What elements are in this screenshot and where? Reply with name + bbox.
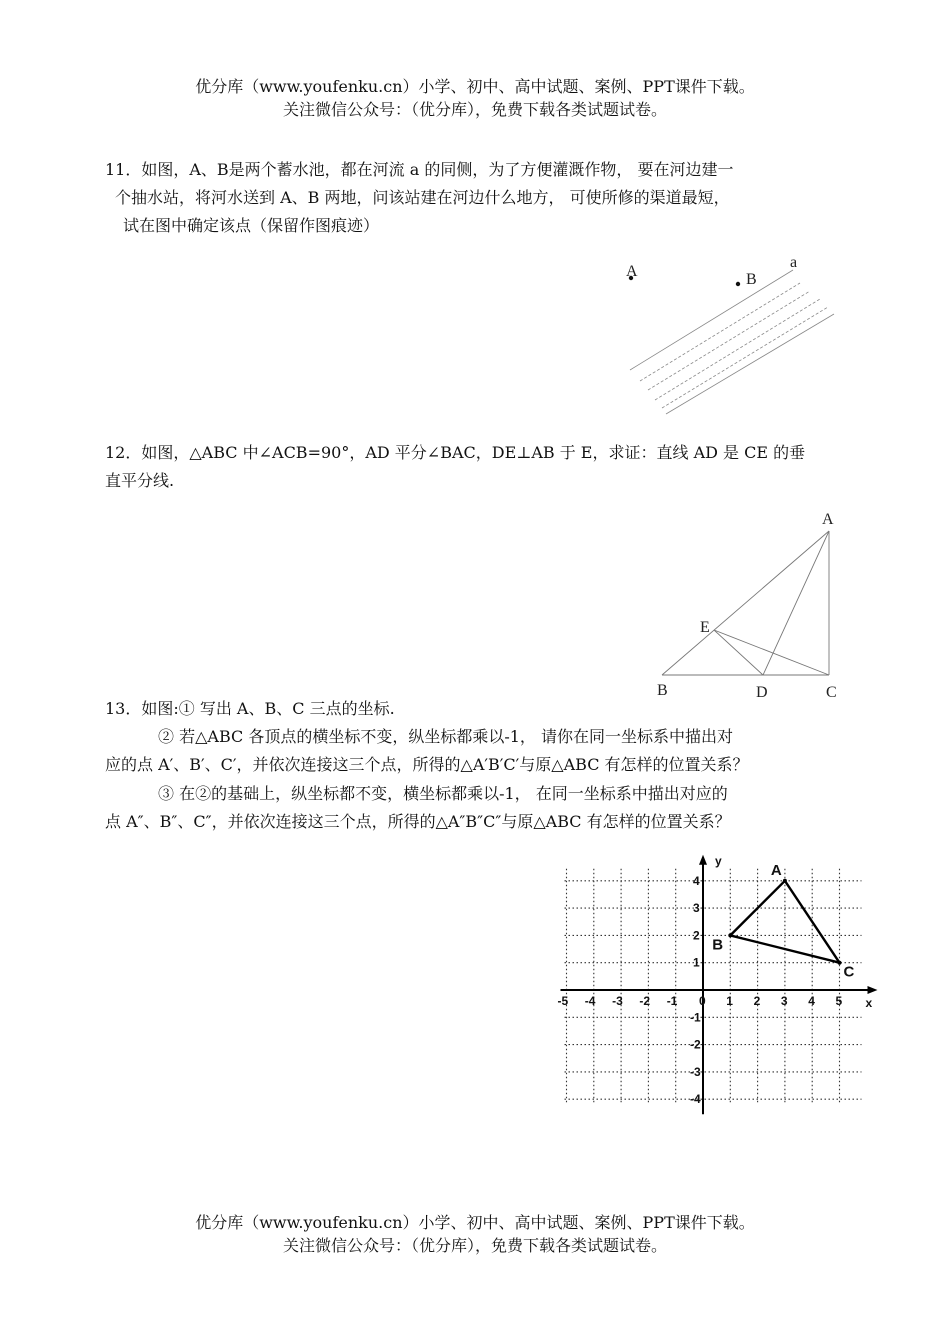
q13-line-1: 13．如图:① 写出 A、B、C 三点的坐标. xyxy=(105,699,395,718)
grid-lines xyxy=(565,869,862,1107)
y-tick-label: -3 xyxy=(690,1064,701,1079)
vertex-c-label: C xyxy=(826,684,837,701)
x-tick-label: -5 xyxy=(557,994,569,1008)
vertex-d-label: D xyxy=(756,684,768,701)
x-tick-label: 0 xyxy=(699,994,706,1008)
y-axis-label: y xyxy=(715,853,722,868)
q11-line-1: 11．如图，A、B是两个蓄水池，都在河流 a 的同侧，为了方便灌溉作物， 要在河边建一 xyxy=(105,160,734,179)
y-axis-arrow xyxy=(699,855,707,865)
x-tick-label: 3 xyxy=(780,994,788,1008)
q11-line-2: 个抽水站，将河水送到 A、B 两地，问该站建在河边什么地方， 可使所修的渠道最短， xyxy=(115,188,730,207)
x-tick-label: 2 xyxy=(753,994,761,1008)
y-tick-label: -4 xyxy=(690,1092,701,1107)
y-tick-label: -1 xyxy=(690,1010,701,1025)
vertex-b-label: B xyxy=(657,682,668,699)
river-label: a xyxy=(790,254,798,271)
q13-line-3: 应的点 A′、B′、C′，并依次连接这三个点，所得的△A′B′C′与原△ABC 有怎样的位置关系？ xyxy=(105,755,749,774)
point-a-label: A xyxy=(770,861,782,879)
y-tick-label: 4 xyxy=(693,873,700,888)
y-tick-label: 1 xyxy=(693,955,700,970)
vertex-a-label: A xyxy=(822,511,834,528)
x-tick-label: -3 xyxy=(612,994,623,1008)
x-tick-label: 5 xyxy=(835,994,843,1008)
footer-line-2: 关注微信公众号：（优分库），免费下载各类试题试卷。 xyxy=(282,1236,667,1255)
axes xyxy=(561,855,878,1114)
x-tick-label: -1 xyxy=(666,994,678,1008)
x-axis-arrow xyxy=(868,986,878,994)
q13-line-5: 点 A″、B″、C″，并依次连接这三个点，所得的△A″B″C″与原△ABC 有怎样的位置关系？ xyxy=(105,812,731,831)
footer-line-1: 优分库（www.youfenku.cn）小学、初中、高中试题、案例、PPT课件下载。 xyxy=(195,1213,755,1232)
point-a-label: A xyxy=(626,263,638,280)
x-tick-label: -2 xyxy=(639,994,651,1008)
y-tick-label: -2 xyxy=(690,1037,701,1052)
q13-line-4: ③ 在②的基础上，纵坐标都不变，横坐标都乘以-1， 在同一坐标系中描出对应的 xyxy=(158,784,728,803)
point-b-label: B xyxy=(712,936,724,954)
point-a-marker xyxy=(783,879,787,883)
q12-line-1: 12．如图，△ABC 中∠ACB=90°，AD 平分∠BAC，DE⊥AB 于 E，求证：直线 AD 是 CE 的垂 xyxy=(105,443,806,462)
x-tick-label: 4 xyxy=(808,994,815,1008)
tick-labels xyxy=(558,854,873,1106)
header-line-2: 关注微信公众号：（优分库），免费下载各类试题试卷。 xyxy=(282,100,667,119)
q13-line-2: ② 若△ABC 各顶点的横坐标不变，纵坐标都乘以-1， 请你在同一坐标系中描出对 xyxy=(158,727,734,746)
vertex-e-label: E xyxy=(700,619,710,636)
point-c-label: C xyxy=(843,963,855,981)
point-c-marker xyxy=(838,961,842,965)
x-axis-label: x xyxy=(865,996,873,1010)
point-b-label: B xyxy=(746,271,757,288)
x-tick-label: -4 xyxy=(584,994,596,1008)
y-tick-label: 2 xyxy=(693,928,700,943)
q11-line-3: 试在图中确定该点（保留作图痕迹） xyxy=(123,216,380,235)
header-line-1: 优分库（www.youfenku.cn）小学、初中、高中试题、案例、PPT课件下载。 xyxy=(195,77,755,96)
point-b-marker xyxy=(728,933,732,937)
x-tick-label: 1 xyxy=(726,994,733,1008)
q12-line-2: 直平分线. xyxy=(105,471,175,490)
y-tick-label: 3 xyxy=(693,901,700,916)
